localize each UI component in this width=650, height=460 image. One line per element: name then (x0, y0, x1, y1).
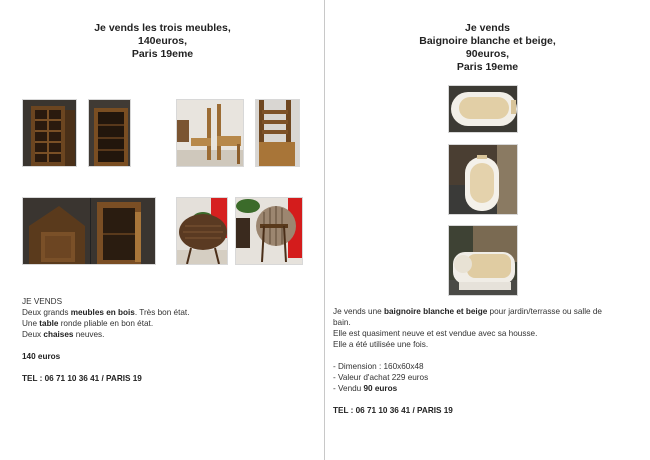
furniture-line: Deux grands meubles en bois. Très bon état. (22, 308, 190, 317)
left-title (60, 22, 265, 61)
left-description (22, 296, 312, 384)
title-line: Je vends les trois meubles, (94, 22, 231, 34)
title-line: Je vends (465, 22, 510, 34)
chairs-line: Deux chaises neuves. (22, 330, 105, 339)
usage-line: Elle a été utilisée une fois. (333, 340, 429, 349)
cabinet-front-photo (22, 99, 77, 167)
sold-price-line: - Vendu 90 euros (333, 384, 398, 393)
cabinet-pair-photo (22, 197, 156, 265)
condition-line: Elle est quasiment neuve et est vendue avec sa housse. (333, 329, 538, 338)
title-line: Paris 19eme (456, 61, 519, 73)
right-description (333, 306, 618, 416)
round-table-photo (176, 197, 228, 265)
table-line: Une table ronde pliable en bon état. (22, 319, 154, 328)
title-line: Baignoire blanche et beige, (419, 35, 556, 47)
title-line: 140euros, (137, 35, 188, 47)
two-chairs-photo (176, 99, 244, 167)
contact-line: TEL : 06 71 10 36 41 / PARIS 19 (333, 406, 453, 415)
right-title (385, 22, 590, 74)
price-line: 140 euros (22, 352, 61, 361)
folded-table-photo (235, 197, 303, 265)
title-line: Paris 19eme (131, 48, 194, 60)
bathtub-top-photo (448, 85, 518, 133)
right-page (325, 0, 650, 460)
contact-line: TEL : 06 71 10 36 41 / PARIS 19 (22, 374, 142, 383)
description-line: Je vends une baignoire blanche et beige pour jardin/terrasse ou salle de bain. (333, 307, 602, 327)
intro-line: JE VENDS (22, 297, 63, 306)
dimension-line: - Dimension : 160x60x48 (333, 362, 424, 371)
title-line: 90euros, (465, 48, 510, 60)
purchase-value-line: - Valeur d'achat 229 euros (333, 373, 429, 382)
bathtub-side-photo (448, 144, 518, 215)
left-page (0, 0, 324, 460)
bathtub-cover-photo (448, 225, 518, 296)
chair-photo (255, 99, 300, 167)
cabinet-open-photo (88, 99, 131, 167)
